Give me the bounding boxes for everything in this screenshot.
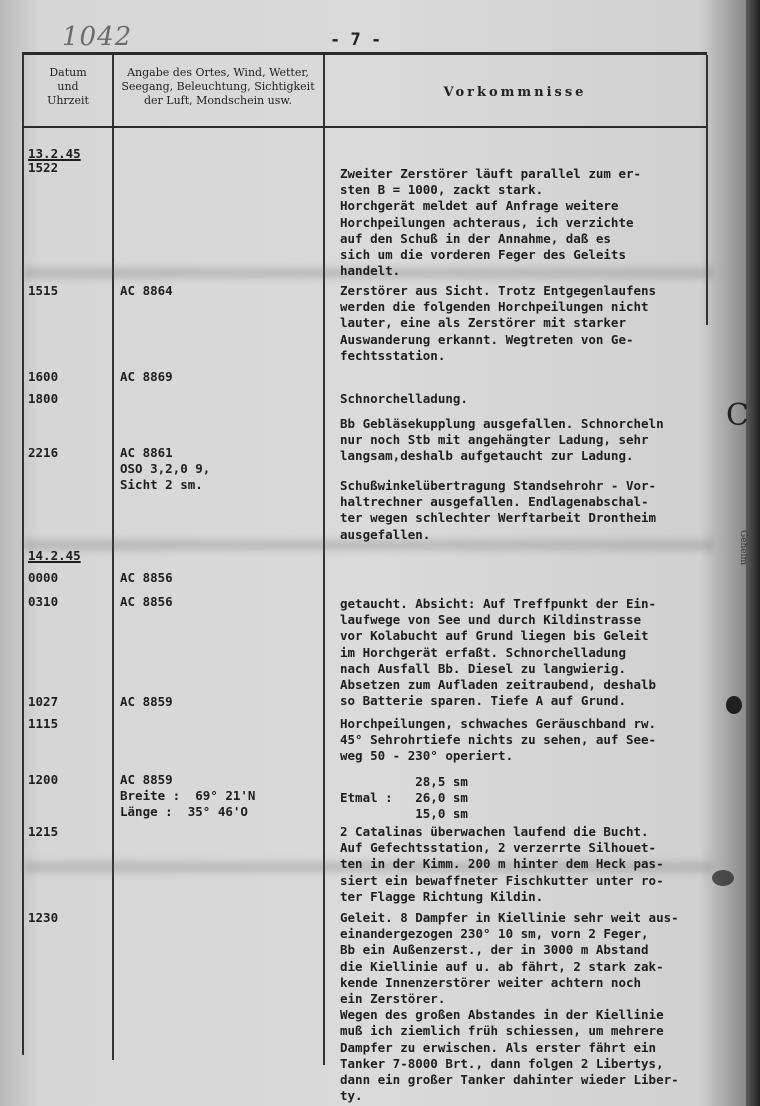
entry-time: 1027	[28, 694, 59, 709]
entry-time: 1200	[28, 772, 59, 787]
header-rule	[22, 126, 707, 128]
handwritten-number: 1042	[62, 22, 133, 52]
entry-date: 14.2.45	[28, 548, 81, 563]
entry-time: 1600	[28, 369, 59, 384]
entry-text: 28,5 sm Etmal : 26,0 sm 15,0 sm	[340, 774, 468, 822]
entry-time: 1230	[28, 910, 59, 925]
entry-text: Schußwinkelübertragung Standsehrohr - Vor- haltrechner ausgefallen. Endlagenabschal- ter wegen schlechter Werftarbeit Drontheim ausgefallen.	[340, 478, 657, 542]
entry-text: Zerstörer aus Sicht. Trotz Entgegenlaufens werden die folgenden Horchpeilungen nicht lauter, eine als Zerstörer mit starker Auswanderung erkannt. Wegtreten von Ge- fechtsstation.	[340, 283, 657, 363]
entry-time: 0310	[28, 594, 59, 609]
header-vorkommnisse: Vorkommnisse	[443, 85, 587, 100]
entry-time: 1800	[28, 391, 59, 406]
entry-time: 1522	[28, 160, 59, 175]
top-rule	[22, 52, 707, 55]
entry-text: getaucht. Absicht: Auf Treffpunkt der Ein- laufwege von See und durch Kildinstrasse vor Kolabucht auf Grund liegen bis Geleit im Horchgerät erfaßt. Schnorchelladung nach Ausfall Bb. Diesel zu langwierig. Absetzen zum Aufladen zeitraubend, deshalb so Batterie sparen. Tiefe A auf Grund.	[340, 596, 657, 709]
entry-time: 1515	[28, 283, 59, 298]
entry-text: Schnorchelladung.	[340, 391, 468, 406]
header-ort: Angabe des Ortes, Wind, Wetter, Seegang, Beleuchtung, Sichtigkeit der Luft, Mondschein usw.	[121, 66, 315, 107]
entry-location: AC 8859	[120, 694, 173, 709]
entry-time: 0000	[28, 570, 59, 585]
entry-text: 2 Catalinas überwachen laufend die Bucht. Auf Gefechtsstation, 2 verzerrte Silhouet- ten in der Kimm. 200 m hinter dem Heck pas- siert ein bewaffneter Fischkutter unter ro- ter Flagge Richtung Kildin.	[340, 824, 664, 904]
column-divider	[112, 55, 114, 1060]
entry-time: 1215	[28, 824, 59, 839]
entry-time: 2216	[28, 445, 59, 460]
page-edge-shadow	[746, 0, 760, 1106]
entry-location: AC 8859 Breite : 69° 21'N Länge : 35° 46'O	[120, 772, 256, 820]
margin-mark: C	[726, 398, 749, 433]
column-divider	[22, 55, 24, 1055]
entry-location: AC 8864	[120, 283, 173, 298]
entry-location: AC 8861 OSO 3,2,0 9, Sicht 2 sm.	[120, 445, 211, 493]
entry-location: AC 8856	[120, 570, 173, 585]
entry-date: 13.2.45	[28, 146, 81, 161]
entry-location: AC 8869	[120, 369, 173, 384]
entry-location: AC 8856	[120, 594, 173, 609]
column-divider	[323, 55, 325, 1065]
header-datum: Datum und Uhrzeit	[47, 66, 89, 107]
entry-text: Zweiter Zerstörer läuft parallel zum er- sten B = 1000, zackt stark. Horchgerät meldet auf Anfrage weitere Horchpeilungen achteraus, ich verzichte auf den Schuß in der Annahme, daß es sich um die vorderen Feger des Geleits handelt.	[340, 166, 642, 279]
side-stamp: Geheim	[738, 530, 748, 566]
page-number: - 7 -	[330, 30, 382, 50]
entry-text: Horchpeilungen, schwaches Geräuschband rw. 45° Sehrohrtiefe nichts zu sehen, auf See- weg 50 - 230° operiert.	[340, 716, 657, 764]
entry-time: 1115	[28, 716, 59, 731]
entry-text: Geleit. 8 Dampfer in Kiellinie sehr weit aus- einandergezogen 230° 10 sm, vorn 2 Feger, Bb ein Außenzerst., der in 3000 m Abstand die Kiellinie auf u. ab fährt, 2 stark zak- kende Innenzerstörer weiter achtern noch ein Zerstörer. Wegen des großen Abstandes in der Kiellinie muß ich ziemlich früh schiessen, um mehrere Dampfer zu erwischen. Als erster fährt ein Tanker 7-8000 Brt., dann folgen 2 Libertys, dann ein großer Tanker dahinter wieder Liber- ty.	[340, 910, 679, 1104]
entry-text: Bb Gebläsekupplung ausgefallen. Schnorcheln nur noch Stb mit angehängter Ladung, sehr langsam,deshalb aufgetaucht zur Ladung.	[340, 416, 664, 464]
